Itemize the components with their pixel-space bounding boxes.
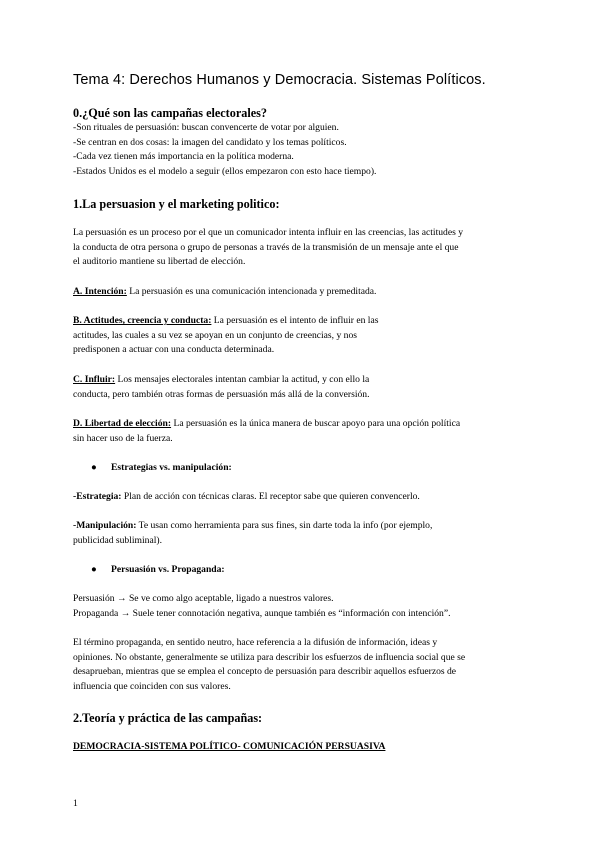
persuasion-propaganda [73, 592, 535, 621]
closing-paragraph [73, 636, 535, 694]
paragraph-line: actitudes, las cuales a su vez se apoyan en un conjunto de creencias, y nos [73, 329, 357, 341]
bullet-persuasion [91, 563, 225, 577]
point-c-label: C. Influir: [73, 374, 116, 385]
manipulacion-text: Te usan como herramienta para sus fines, sin darte toda la info (por ejemplo, [136, 520, 433, 531]
bullet-estrategias [91, 461, 232, 475]
point-b [73, 314, 535, 358]
page-number: 1 [73, 798, 78, 809]
estrategia-paragraph [73, 490, 535, 505]
paragraph-line: opiniones. No obstante, generalmente se utiliza para describir los esfuerzos de influencia social que se [73, 651, 466, 663]
subheading-text: DEMOCRACIA-SISTEMA POLÍTICO- COMUNICACIÓN PERSUASIVA [73, 741, 386, 752]
point-a-label: A. Intención: [73, 286, 127, 297]
estrategia-text: Plan de acción con técnicas claras. El receptor sabe que quieren convencerlo. [121, 491, 420, 502]
list-item: -Se centran en dos cosas: la imagen del candidato y los temas políticos. [73, 136, 347, 148]
bullet-text: Persuasión vs. Propaganda: [111, 564, 225, 575]
bullet-dot-icon: ● [91, 564, 97, 575]
paragraph-line: El término propaganda, en sentido neutro, hace referencia a la difusión de información, ideas y [73, 637, 438, 648]
manipulacion-label: -Manipulación: [73, 520, 137, 531]
list-item: -Estados Unidos es el modelo a seguir (ellos empezaron con esto hace tiempo). [73, 165, 377, 177]
document-title: Tema 4: Derechos Humanos y Democracia. Sistemas Políticos. [73, 72, 486, 88]
point-d-text: La persuasión es la única manera de buscar apoyo para una opción política [171, 418, 461, 429]
paragraph-line: el auditorio mantiene su libertad de elección. [73, 256, 246, 268]
section-1-heading: 1.La persuasion y el marketing politico: [73, 197, 280, 211]
section-2-heading: 2.Teoría y práctica de las campañas: [73, 711, 263, 725]
point-d [73, 417, 535, 446]
section-0-list [73, 121, 535, 179]
list-item: -Cada vez tienen más importancia en la política moderna. [73, 151, 294, 163]
section-0-heading: 0.¿Qué son las campañas electorales? [73, 106, 267, 120]
point-c-text: Los mensajes electorales intentan cambiar la actitud, y con ello la [115, 374, 370, 385]
point-d-label: D. Libertad de elección: [73, 418, 172, 429]
persuasion-line: Persuasión → Se ve como algo aceptable, ligado a nuestros valores. [73, 593, 334, 604]
section-2-subheading [73, 740, 535, 755]
point-b-text: La persuasión es el intento de influir en las [211, 315, 379, 326]
manipulacion-paragraph [73, 519, 535, 548]
point-a [73, 285, 535, 300]
paragraph-line: predisponen a actuar con una conducta determinada. [73, 344, 275, 356]
paragraph-line: La persuasión es un proceso por el que un comunicador intenta influir en las creencias, las actitudes y [73, 227, 464, 238]
list-item: -Son rituales de persuasión: buscan convencerte de votar por alguien. [73, 122, 339, 133]
section-1-intro [73, 226, 535, 270]
paragraph-line: sin hacer uso de la fuerza. [73, 432, 173, 444]
paragraph-line: la conducta de otra persona o grupo de personas a través de la transmisión de un mensaje ante el que [73, 241, 459, 253]
point-a-text: La persuasión es una comunicación intencionada y premeditada. [126, 286, 377, 297]
estrategia-label: -Estrategia: [73, 491, 122, 502]
paragraph-line: influencia que coinciden con sus valores. [73, 680, 231, 692]
point-b-label: B. Actitudes, creencia y conducta: [73, 315, 212, 326]
point-c [73, 373, 535, 402]
paragraph-line: publicidad subliminal). [73, 534, 162, 546]
propaganda-line: Propaganda → Suele tener connotación negativa, aunque también es “información con intención”. [73, 607, 451, 619]
bullet-text: Estrategias vs. manipulación: [111, 462, 232, 473]
paragraph-line: desaprueban, mientras que se emplea el concepto de persuasión para describir aquellos esfuerzos de [73, 666, 457, 678]
paragraph-line: conducta, pero también otras formas de persuasión más allá de la conversión. [73, 388, 370, 400]
bullet-dot-icon: ● [91, 462, 97, 473]
